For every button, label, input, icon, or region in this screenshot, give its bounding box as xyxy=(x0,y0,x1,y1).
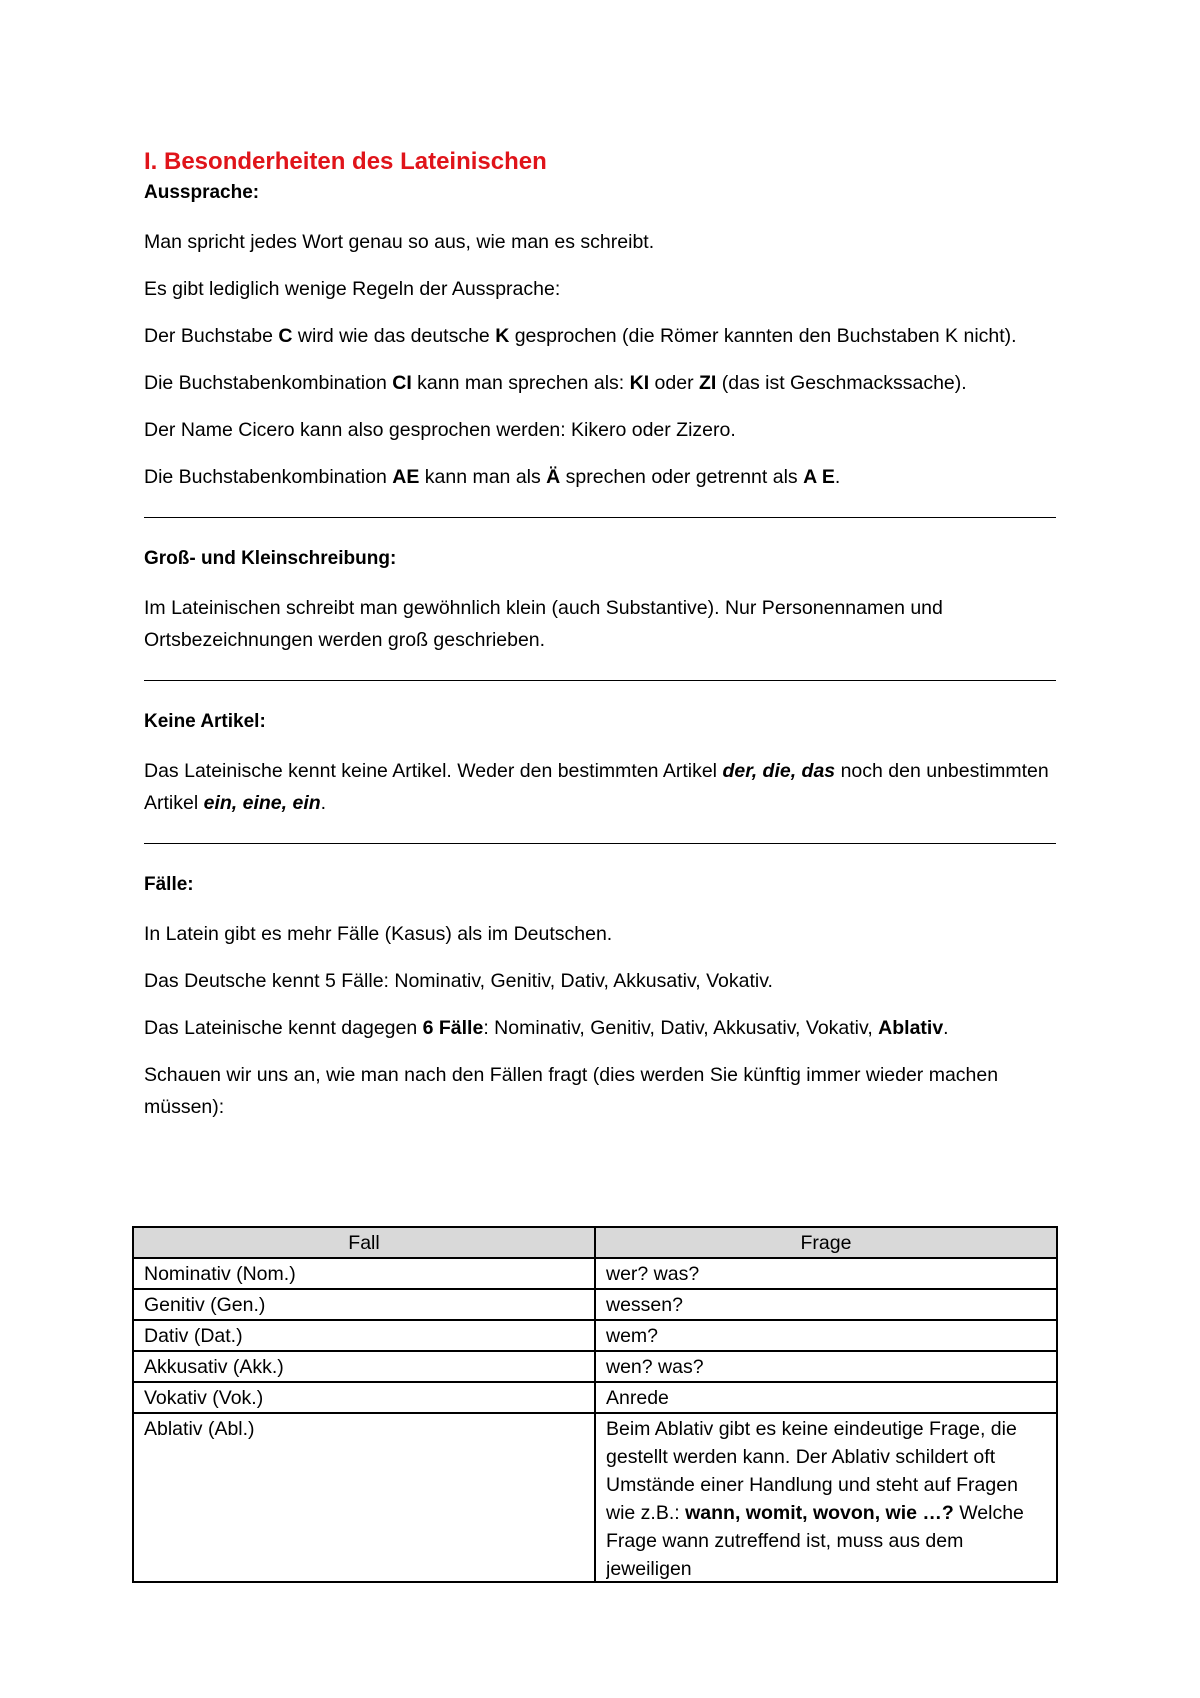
section-heading-gross-kleinschreibung: Groß- und Kleinschreibung: xyxy=(144,548,397,569)
paragraph: Man spricht jedes Wort genau so aus, wie man es schreibt. xyxy=(144,231,655,253)
table-row xyxy=(133,1258,1057,1289)
table-row xyxy=(133,1382,1057,1413)
table-header-row xyxy=(133,1227,1057,1258)
page-title: I. Besonderheiten des Lateinischen xyxy=(144,148,547,175)
table-row xyxy=(133,1289,1057,1320)
section-divider xyxy=(144,680,1056,681)
paragraph: Der Name Cicero kann also gesprochen werden: Kikero oder Zizero. xyxy=(144,419,736,441)
table-cell-frage: wessen? xyxy=(595,1289,1057,1320)
table-header-frage: Frage xyxy=(595,1227,1057,1258)
paragraph: Es gibt lediglich wenige Regeln der Aussprache: xyxy=(144,278,561,300)
paragraph: Das Lateinische kennt dagegen 6 Fälle: Nominativ, Genitiv, Dativ, Akkusativ, Vokativ, Ablativ. xyxy=(144,1017,949,1039)
table-cell-fall: Genitiv (Gen.) xyxy=(133,1289,595,1320)
table-cell-fall: Nominativ (Nom.) xyxy=(133,1258,595,1289)
table-cell-fall: Ablativ (Abl.) xyxy=(133,1413,595,1582)
table-cell-frage: wer? was? xyxy=(595,1258,1057,1289)
section-heading-keine-artikel: Keine Artikel: xyxy=(144,711,266,732)
table-cell-frage: wem? xyxy=(595,1320,1057,1351)
table-cell-frage xyxy=(595,1413,1057,1582)
table-row xyxy=(133,1351,1057,1382)
paragraph: Schauen wir uns an, wie man nach den Fällen fragt (dies werden Sie künftig immer wieder machen müssen): xyxy=(144,1064,999,1118)
table-cell-frage: Anrede xyxy=(595,1382,1057,1413)
table-row xyxy=(133,1413,1057,1582)
table-row xyxy=(133,1320,1057,1351)
paragraph: Das Lateinische kennt keine Artikel. Weder den bestimmten Artikel der, die, das noch den unbestimmten Artikel ein, eine, ein. xyxy=(144,760,1049,814)
cases-table xyxy=(132,1226,1058,1583)
table-cell-frage: wen? was? xyxy=(595,1351,1057,1382)
paragraph: Der Buchstabe C wird wie das deutsche K gesprochen (die Römer kannten den Buchstaben K nicht). xyxy=(144,325,1017,347)
paragraph: Die Buchstabenkombination AE kann man als Ä sprechen oder getrennt als A E. xyxy=(144,466,841,488)
paragraph: Im Lateinischen schreibt man gewöhnlich klein (auch Substantive). Nur Personennamen und Ortsbezeichnungen werden groß geschrieben. xyxy=(144,597,943,651)
section-divider xyxy=(144,843,1056,844)
paragraph: In Latein gibt es mehr Fälle (Kasus) als im Deutschen. xyxy=(144,923,613,945)
section-divider xyxy=(144,517,1056,518)
table-cell-fall: Akkusativ (Akk.) xyxy=(133,1351,595,1382)
table-cell-fall: Vokativ (Vok.) xyxy=(133,1382,595,1413)
document-body xyxy=(144,146,1056,1138)
table-cell-fall: Dativ (Dat.) xyxy=(133,1320,595,1351)
paragraph: Das Deutsche kennt 5 Fälle: Nominativ, Genitiv, Dativ, Akkusativ, Vokativ. xyxy=(144,970,773,992)
section-heading-faelle: Fälle: xyxy=(144,874,194,895)
section-heading-aussprache: Aussprache: xyxy=(144,182,260,203)
paragraph: Die Buchstabenkombination CI kann man sprechen als: KI oder ZI (das ist Geschmackssache). xyxy=(144,372,967,394)
ablativ-description: Beim Ablativ gibt es keine eindeutige Frage, die gestellt werden kann. Der Ablativ schildert oft Umstände einer Handlung und steht auf Fragen wie z.B.: wann, womit, wovon, wie …? Welche Frage wann zutreffend ist, muss aus dem jeweiligen xyxy=(606,1418,1024,1580)
table-header-fall: Fall xyxy=(133,1227,595,1258)
